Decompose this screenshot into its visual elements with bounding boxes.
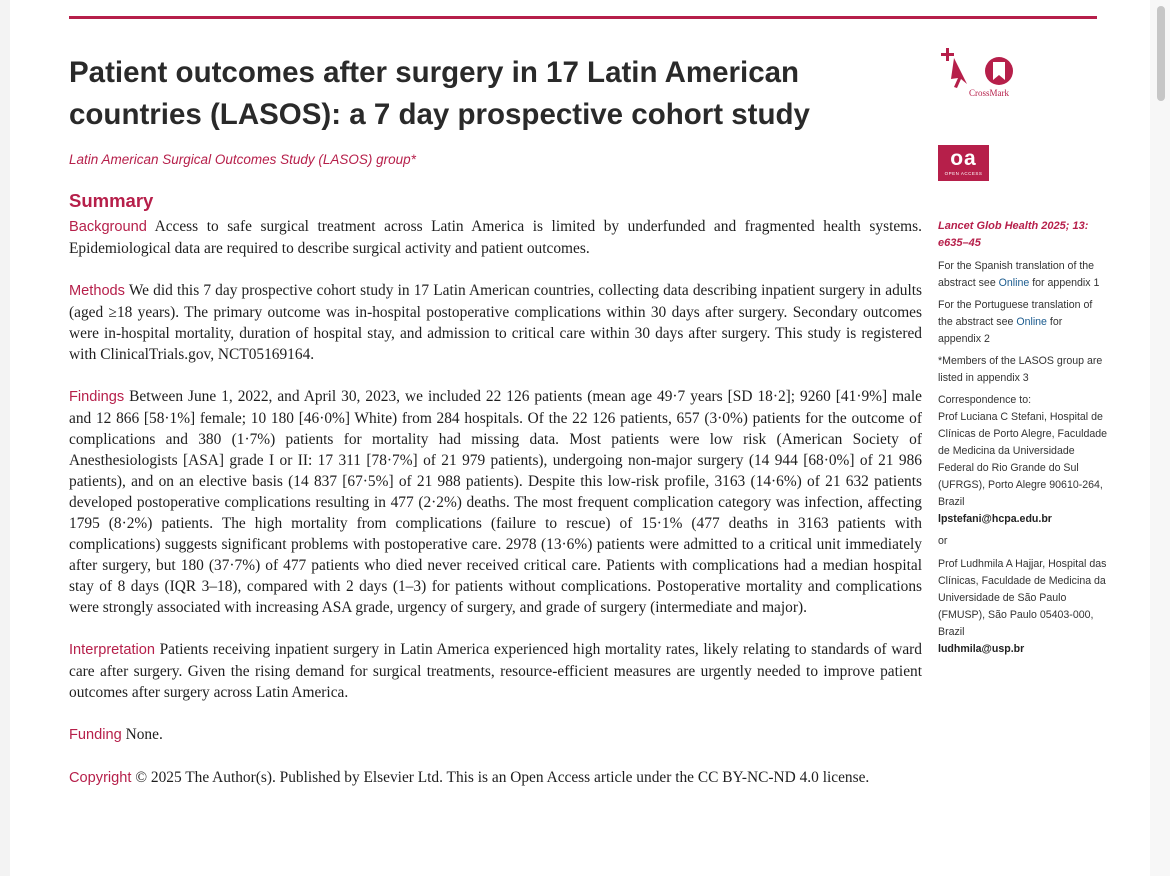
background-text: Access to safe surgical treatment across Latin America is limited by underfunded and fragmented health systems. Epidemiological data are required to describe surgical activity and patient outcomes. — [69, 218, 922, 257]
contact1-address: Prof Luciana C Stefani, Hospital de Clínicas de Porto Alegre, Faculdade de Medicina da Universidade Federal do Rio Grande do Sul (UFRGS), Porto Alegre 90610-264, Brazil — [938, 411, 1108, 508]
findings-label: Findings — [69, 389, 125, 405]
background-label: Background — [69, 219, 147, 235]
crossmark-label: CrossMark — [969, 88, 1009, 98]
funding-label: Funding — [69, 727, 122, 743]
copyright-text: © 2025 The Author(s). Published by Elsevier Ltd. This is an Open Access article under the CC BY-NC-ND 4.0 license. — [135, 769, 870, 786]
contact1-email[interactable]: lpstefani@hcpa.edu.br — [938, 513, 1052, 525]
interpretation-text: Patients receiving inpatient surgery in Latin America experienced high mortality rates, likely relating to standards of ward care after surgery. Given the rising demand for surgical treatments, resource-efficient measures are urgently needed to improve patient outcomes after surgery across Latin America. — [69, 641, 922, 701]
journal-citation: Lancet Glob Health 2025; 13: e635–45 — [938, 220, 1089, 249]
spanish-note-text: For the Spanish translation of the abstract see — [938, 260, 1095, 289]
correspondence-label: Correspondence to: — [938, 394, 1032, 406]
top-rule — [69, 16, 1097, 19]
findings-text: Between June 1, 2022, and April 30, 2023, we included 22 126 patients (mean age 49·7 years [SD 18·2]; 9260 [41·9%] male and 12 866 [58·1%] female; 10 180 [46·0%] White) from 284 hospitals. Of the 22 126 patients, 657 (3·0%) patients for the outcome of complications and 380 (1·7%) patients for mortality had missing data. Most patients were low risk (American Society of Anesthesiologists [ASA] grade I or II: 17 311 [78·7%] of 21 979 patients), undergoing non-major surgery (14 944 [68·0%] of 21 986 patients), and on an elective basis (14 837 [67·5%] of 21 988 patients). Despite this low-risk profile, 3163 (14·6%) of 21 632 patients developed postoperative complications resulting in 477 (2·2%) deaths. The most frequent complication category was infection, affecting 1795 (8·2%) patients. The high mortality from complications (failure to rescue) of 15·1% (477 deaths in 3163 patients with complications) suggests significant problems with postoperative care. 2978 (13·6%) patients were admitted to a critical unit immediately after surgery, but 180 (37·7%) of 477 patients who died never received critical care. Patients with complications had a median hospital stay of 8 days (IQR 3–18), compared with 2 days (1–3) for patients without complications. Postoperative mortality and complications were strongly associated with increasing ASA grade, urgency of surgery, and grade of surgery (intermediate and major). — [69, 388, 922, 616]
sidebar — [938, 218, 1108, 663]
portuguese-note-text: For the Portuguese translation of the abstract see — [938, 299, 1093, 328]
abstract-interpretation — [69, 639, 922, 703]
contact2-address: Prof Ludhmila A Hajjar, Hospital das Clínicas, Faculdade de Medicina da Universidade de São Paulo (FMUSP), São Paulo 05403-000, Brazil — [938, 558, 1107, 638]
methods-text: We did this 7 day prospective cohort study in 17 Latin American countries, collecting data describing inpatient surgery in adults (aged ≥18 years). The primary outcome was in-hospital postoperative complications within 30 days after surgery. Secondary outcomes were in-hospital mortality, duration of hospital stay, and admission to critical care within 30 days after surgery. This study is registered with ClinicalTrials.gov, NCT05169164. — [69, 282, 922, 363]
contact2-email[interactable]: ludhmila@usp.br — [938, 643, 1025, 655]
scrollbar-thumb[interactable] — [1157, 6, 1165, 101]
or-separator: or — [938, 535, 948, 547]
article-title: Patient outcomes after surgery in 17 Latin American countries (LASOS): a 7 day prospective cohort study — [69, 56, 810, 131]
methods-label: Methods — [69, 283, 125, 299]
members-note: *Members of the LASOS group are listed in appendix 3 — [938, 355, 1103, 384]
abstract-funding — [69, 724, 922, 746]
author-group: Latin American Surgical Outcomes Study (LASOS) group* — [69, 152, 416, 167]
summary-heading: Summary — [69, 190, 154, 211]
interpretation-label: Interpretation — [69, 642, 155, 658]
abstract-copyright — [69, 767, 922, 789]
portuguese-online-link[interactable]: Online — [1016, 316, 1047, 328]
oa-letters: oa — [950, 147, 977, 170]
scrollbar-track[interactable] — [1150, 0, 1170, 876]
spanish-translation-note — [938, 258, 1108, 292]
spanish-note-appendix: for appendix 1 — [1029, 277, 1100, 289]
abstract-methods — [69, 280, 922, 365]
portuguese-translation-note — [938, 297, 1108, 348]
spanish-online-link[interactable]: Online — [998, 277, 1030, 289]
open-access-badge — [938, 145, 989, 181]
funding-text: None. — [125, 726, 163, 743]
abstract-findings — [69, 386, 922, 618]
portuguese-note-appendix: for appendix 2 — [938, 316, 1063, 345]
abstract — [69, 216, 922, 810]
copyright-label: Copyright — [69, 770, 132, 786]
abstract-background — [69, 216, 922, 259]
open-access-label: OPEN ACCESS — [944, 171, 983, 176]
